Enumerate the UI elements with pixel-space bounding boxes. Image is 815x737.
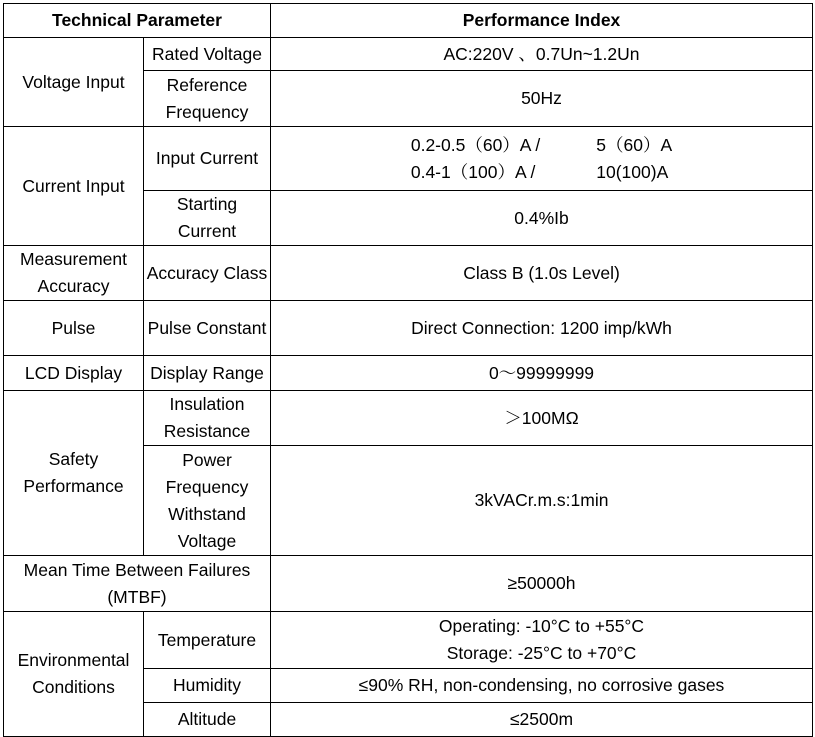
input-current-range-2: 0.4-1（100）A / (410, 161, 536, 182)
spec-table (3, 3, 813, 737)
value-altitude: ≤2500m (271, 703, 813, 737)
value-reference-frequency: 50Hz (271, 71, 813, 127)
param-altitude: Altitude (144, 703, 271, 737)
param-input-current: Input Current (144, 127, 271, 191)
group-environmental-conditions: Environmental Conditions (4, 612, 144, 737)
param-pulse-constant: Pulse Constant (144, 301, 271, 356)
table-row (4, 246, 813, 301)
header-performance-index: Performance Index (271, 4, 813, 38)
group-lcd-display: LCD Display (4, 356, 144, 391)
table-row (4, 356, 813, 391)
value-accuracy-class: Class B (1.0s Level) (271, 246, 813, 301)
group-current-input: Current Input (4, 127, 144, 246)
param-humidity: Humidity (144, 669, 271, 703)
param-insulation-resistance: Insulation Resistance (144, 391, 271, 446)
param-temperature: Temperature (144, 612, 271, 669)
param-reference-frequency: Reference Frequency (144, 71, 271, 127)
group-measurement-accuracy: Measurement Accuracy (4, 246, 144, 301)
value-humidity: ≤90% RH, non-condensing, no corrosive gases (271, 669, 813, 703)
temperature-storage: Storage: -25°C to +70°C (446, 643, 637, 663)
header-row (4, 4, 813, 38)
param-mtbf: Mean Time Between Failures (MTBF) (4, 556, 271, 612)
temperature-operating: Operating: -10°C to +55°C (438, 616, 645, 636)
param-rated-voltage: Rated Voltage (144, 38, 271, 71)
param-accuracy-class: Accuracy Class (144, 246, 271, 301)
table-row (4, 127, 813, 191)
param-power-frequency-withstand: Power Frequency Withstand Voltage (144, 446, 271, 556)
table-row (4, 612, 813, 669)
input-current-max-1: 5（60）A (596, 134, 673, 155)
value-starting-current: 0.4%Ib (271, 191, 813, 246)
group-voltage-input: Voltage Input (4, 38, 144, 127)
value-insulation-resistance: ＞100MΩ (271, 391, 813, 446)
value-pulse-constant: Direct Connection: 1200 imp/kWh (271, 301, 813, 356)
table-row (4, 38, 813, 71)
value-display-range: 0～99999999 (271, 356, 813, 391)
param-display-range: Display Range (144, 356, 271, 391)
input-current-range-1: 0.2-0.5（60）A / (410, 134, 541, 155)
value-mtbf: ≥50000h (271, 556, 813, 612)
table-row (4, 301, 813, 356)
table-row (4, 556, 813, 612)
group-pulse: Pulse (4, 301, 144, 356)
param-starting-current: Starting Current (144, 191, 271, 246)
input-current-max-2: 10(100)A (596, 161, 669, 182)
table-row (4, 391, 813, 446)
value-input-current (271, 127, 813, 191)
header-technical-parameter: Technical Parameter (4, 4, 271, 38)
value-temperature (271, 612, 813, 669)
value-rated-voltage: AC:220V 、0.7Un~1.2Un (271, 38, 813, 71)
group-safety-performance: Safety Performance (4, 391, 144, 556)
value-power-frequency-withstand: 3kVACr.m.s:1min (271, 446, 813, 556)
